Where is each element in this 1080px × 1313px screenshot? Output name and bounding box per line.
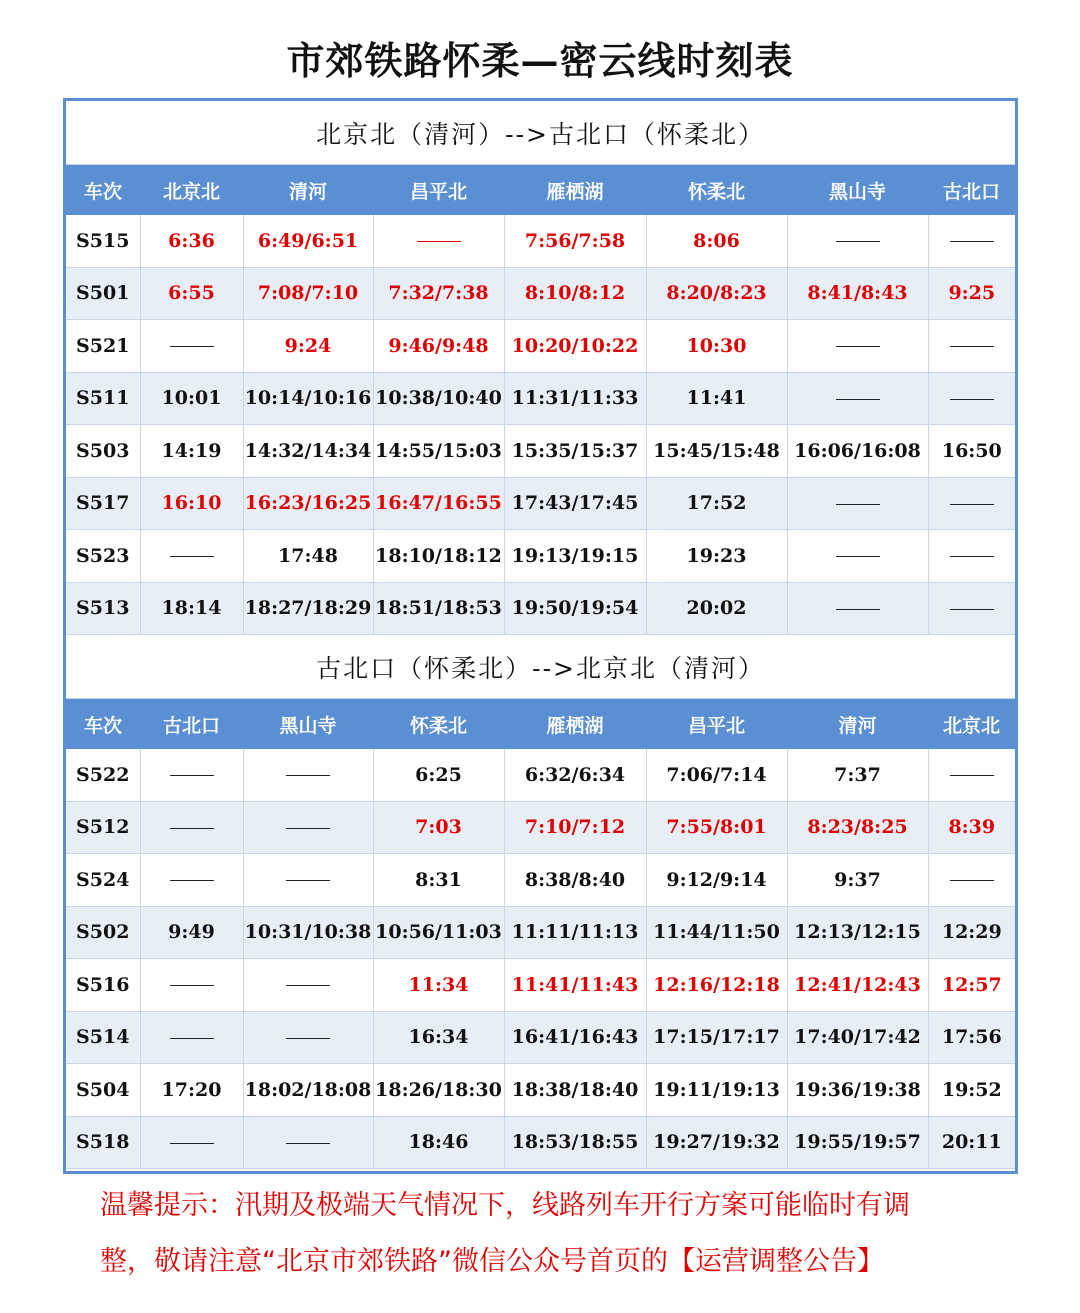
train-number: S503	[66, 425, 140, 478]
header-row	[66, 165, 1015, 216]
time-cell: 8:10/8:12	[504, 267, 646, 320]
time-cell: 19:23	[646, 530, 787, 583]
direction-row	[66, 101, 1015, 165]
no-stop-dash	[836, 399, 880, 400]
no-stop-dash	[836, 346, 880, 347]
time-cell: 19:50/19:54	[504, 582, 646, 635]
time-cell: 6:25	[373, 749, 504, 801]
no-stop-cell	[140, 959, 243, 1012]
table-row	[66, 801, 1015, 854]
time-cell: 7:10/7:12	[504, 801, 646, 854]
timetable	[66, 101, 1015, 1169]
direction-title: 北京北（清河）-->古北口（怀柔北）	[66, 101, 1015, 165]
page-title: 市郊铁路怀柔—密云线时刻表	[286, 38, 794, 83]
table-row	[66, 477, 1015, 530]
no-stop-dash	[286, 1143, 330, 1144]
train-number: S522	[66, 749, 140, 801]
time-cell: 15:35/15:37	[504, 425, 646, 478]
time-cell: 19:55/19:57	[787, 1116, 928, 1169]
time-cell: 7:37	[787, 749, 928, 801]
time-cell: 18:10/18:12	[373, 530, 504, 583]
header-row	[66, 699, 1015, 750]
no-stop-dash	[950, 880, 994, 881]
time-cell: 16:47/16:55	[373, 477, 504, 530]
train-number: S511	[66, 372, 140, 425]
train-number: S512	[66, 801, 140, 854]
no-stop-dash	[170, 775, 214, 776]
train-number: S524	[66, 854, 140, 907]
train-number: S504	[66, 1064, 140, 1117]
table-row	[66, 215, 1015, 267]
time-cell: 11:41	[646, 372, 787, 425]
no-stop-cell	[140, 530, 243, 583]
notice	[100, 1178, 1000, 1290]
no-stop-cell	[928, 215, 1015, 267]
time-cell: 7:06/7:14	[646, 749, 787, 801]
time-cell: 9:24	[243, 320, 373, 373]
direction-title: 古北口（怀柔北）-->北京北（清河）	[66, 635, 1015, 699]
time-cell: 6:36	[140, 215, 243, 267]
no-stop-cell	[243, 854, 373, 907]
time-cell: 11:34	[373, 959, 504, 1012]
time-cell: 12:13/12:15	[787, 906, 928, 959]
no-stop-cell	[787, 372, 928, 425]
time-cell: 7:08/7:10	[243, 267, 373, 320]
time-cell: 9:25	[928, 267, 1015, 320]
no-stop-dash	[950, 609, 994, 610]
table-row	[66, 1011, 1015, 1064]
time-cell: 15:45/15:48	[646, 425, 787, 478]
no-stop-cell	[140, 1116, 243, 1169]
no-stop-cell	[787, 215, 928, 267]
time-cell: 8:23/8:25	[787, 801, 928, 854]
column-header-station: 北京北	[928, 699, 1015, 750]
time-cell: 10:56/11:03	[373, 906, 504, 959]
time-cell: 6:55	[140, 267, 243, 320]
no-stop-cell	[243, 801, 373, 854]
column-header-train: 车次	[66, 165, 140, 216]
time-cell: 18:02/18:08	[243, 1064, 373, 1117]
no-stop-cell	[928, 749, 1015, 801]
no-stop-cell	[787, 320, 928, 373]
no-stop-cell	[243, 749, 373, 801]
time-cell: 19:11/19:13	[646, 1064, 787, 1117]
time-cell: 10:30	[646, 320, 787, 373]
time-cell: 18:27/18:29	[243, 582, 373, 635]
train-number: S521	[66, 320, 140, 373]
train-number: S517	[66, 477, 140, 530]
no-stop-dash	[286, 880, 330, 881]
time-cell: 14:32/14:34	[243, 425, 373, 478]
no-stop-cell	[928, 477, 1015, 530]
time-cell: 18:53/18:55	[504, 1116, 646, 1169]
time-cell: 17:20	[140, 1064, 243, 1117]
no-stop-dash	[950, 775, 994, 776]
table-row	[66, 1116, 1015, 1169]
column-header-station: 怀柔北	[646, 165, 787, 216]
column-header-train: 车次	[66, 699, 140, 750]
time-cell: 10:31/10:38	[243, 906, 373, 959]
time-cell: 16:50	[928, 425, 1015, 478]
table-row	[66, 906, 1015, 959]
train-number: S523	[66, 530, 140, 583]
time-cell: 17:15/17:17	[646, 1011, 787, 1064]
time-cell: 7:03	[373, 801, 504, 854]
time-cell: 20:11	[928, 1116, 1015, 1169]
time-cell: 9:37	[787, 854, 928, 907]
no-stop-dash	[286, 828, 330, 829]
time-cell: 17:48	[243, 530, 373, 583]
time-cell: 17:56	[928, 1011, 1015, 1064]
no-stop-cell	[928, 530, 1015, 583]
table-row	[66, 530, 1015, 583]
table-row	[66, 372, 1015, 425]
no-stop-cell	[140, 1011, 243, 1064]
no-stop-dash	[950, 399, 994, 400]
time-cell: 12:16/12:18	[646, 959, 787, 1012]
no-stop-cell	[243, 1116, 373, 1169]
time-cell: 14:55/15:03	[373, 425, 504, 478]
no-stop-dash	[950, 556, 994, 557]
time-cell: 16:34	[373, 1011, 504, 1064]
train-number: S501	[66, 267, 140, 320]
time-cell: 8:39	[928, 801, 1015, 854]
time-cell: 12:57	[928, 959, 1015, 1012]
no-stop-dash	[170, 1038, 214, 1039]
time-cell: 18:51/18:53	[373, 582, 504, 635]
time-cell: 9:46/9:48	[373, 320, 504, 373]
no-stop-cell	[928, 854, 1015, 907]
no-stop-cell	[140, 854, 243, 907]
no-stop-cell	[787, 477, 928, 530]
time-cell: 9:12/9:14	[646, 854, 787, 907]
time-cell: 8:31	[373, 854, 504, 907]
time-cell: 10:01	[140, 372, 243, 425]
no-stop-cell	[787, 530, 928, 583]
no-stop-cell	[928, 372, 1015, 425]
time-cell: 6:32/6:34	[504, 749, 646, 801]
no-stop-dash	[836, 504, 880, 505]
time-cell: 17:52	[646, 477, 787, 530]
time-cell: 12:29	[928, 906, 1015, 959]
time-cell: 19:36/19:38	[787, 1064, 928, 1117]
no-stop-dash	[170, 828, 214, 829]
train-number: S518	[66, 1116, 140, 1169]
time-cell: 16:10	[140, 477, 243, 530]
time-cell: 18:14	[140, 582, 243, 635]
notice-line-1: 温馨提示：汛期及极端天气情况下，线路列车开行方案可能临时有调	[100, 1190, 910, 1221]
time-cell: 10:20/10:22	[504, 320, 646, 373]
no-stop-dash	[836, 609, 880, 610]
train-number: S513	[66, 582, 140, 635]
no-stop-dash	[170, 346, 214, 347]
no-stop-dash	[836, 556, 880, 557]
time-cell: 19:27/19:32	[646, 1116, 787, 1169]
time-cell: 16:23/16:25	[243, 477, 373, 530]
no-stop-dash	[950, 241, 994, 242]
time-cell: 11:31/11:33	[504, 372, 646, 425]
time-cell: 7:56/7:58	[504, 215, 646, 267]
no-stop-dash	[170, 1143, 214, 1144]
time-cell: 8:38/8:40	[504, 854, 646, 907]
column-header-station: 昌平北	[373, 165, 504, 216]
no-stop-dash	[950, 504, 994, 505]
column-header-station: 北京北	[140, 165, 243, 216]
time-cell: 16:06/16:08	[787, 425, 928, 478]
time-cell: 9:49	[140, 906, 243, 959]
time-cell: 18:38/18:40	[504, 1064, 646, 1117]
no-stop-cell	[243, 959, 373, 1012]
no-stop-dash	[836, 241, 880, 242]
no-stop-dash	[170, 556, 214, 557]
no-stop-dash	[417, 241, 461, 242]
time-cell: 14:19	[140, 425, 243, 478]
time-cell: 11:44/11:50	[646, 906, 787, 959]
column-header-station: 清河	[243, 165, 373, 216]
column-header-station: 雁栖湖	[504, 699, 646, 750]
time-cell: 16:41/16:43	[504, 1011, 646, 1064]
no-stop-dash	[286, 775, 330, 776]
time-cell: 10:14/10:16	[243, 372, 373, 425]
time-cell: 6:49/6:51	[243, 215, 373, 267]
no-stop-cell	[928, 320, 1015, 373]
time-cell: 20:02	[646, 582, 787, 635]
time-cell: 19:52	[928, 1064, 1015, 1117]
table-row	[66, 425, 1015, 478]
train-number: S515	[66, 215, 140, 267]
time-cell: 19:13/19:15	[504, 530, 646, 583]
notice-line-2: 整，敬请注意“北京市郊铁路”微信公众号首页的【运营调整公告】	[100, 1246, 884, 1277]
time-cell: 7:32/7:38	[373, 267, 504, 320]
table-row	[66, 749, 1015, 801]
time-cell: 17:40/17:42	[787, 1011, 928, 1064]
timetable-frame	[63, 98, 1018, 1174]
time-cell: 17:43/17:45	[504, 477, 646, 530]
table-row	[66, 582, 1015, 635]
column-header-station: 古北口	[928, 165, 1015, 216]
column-header-station: 黑山寺	[787, 165, 928, 216]
time-cell: 8:41/8:43	[787, 267, 928, 320]
time-cell: 12:41/12:43	[787, 959, 928, 1012]
table-row	[66, 959, 1015, 1012]
no-stop-dash	[286, 985, 330, 986]
no-stop-dash	[170, 985, 214, 986]
time-cell: 11:11/11:13	[504, 906, 646, 959]
no-stop-cell	[373, 215, 504, 267]
no-stop-cell	[140, 801, 243, 854]
table-row	[66, 1064, 1015, 1117]
column-header-station: 黑山寺	[243, 699, 373, 750]
time-cell: 8:20/8:23	[646, 267, 787, 320]
column-header-station: 怀柔北	[373, 699, 504, 750]
train-number: S502	[66, 906, 140, 959]
time-cell: 10:38/10:40	[373, 372, 504, 425]
column-header-station: 清河	[787, 699, 928, 750]
no-stop-dash	[286, 1038, 330, 1039]
table-row	[66, 854, 1015, 907]
train-number: S516	[66, 959, 140, 1012]
no-stop-cell	[140, 320, 243, 373]
table-row	[66, 320, 1015, 373]
time-cell: 18:46	[373, 1116, 504, 1169]
no-stop-cell	[140, 749, 243, 801]
time-cell: 8:06	[646, 215, 787, 267]
no-stop-cell	[928, 582, 1015, 635]
direction-row	[66, 635, 1015, 699]
no-stop-cell	[243, 1011, 373, 1064]
no-stop-dash	[950, 346, 994, 347]
column-header-station: 雁栖湖	[504, 165, 646, 216]
column-header-station: 古北口	[140, 699, 243, 750]
table-row	[66, 267, 1015, 320]
time-cell: 11:41/11:43	[504, 959, 646, 1012]
no-stop-cell	[787, 582, 928, 635]
column-header-station: 昌平北	[646, 699, 787, 750]
no-stop-dash	[170, 880, 214, 881]
time-cell: 18:26/18:30	[373, 1064, 504, 1117]
time-cell: 7:55/8:01	[646, 801, 787, 854]
train-number: S514	[66, 1011, 140, 1064]
